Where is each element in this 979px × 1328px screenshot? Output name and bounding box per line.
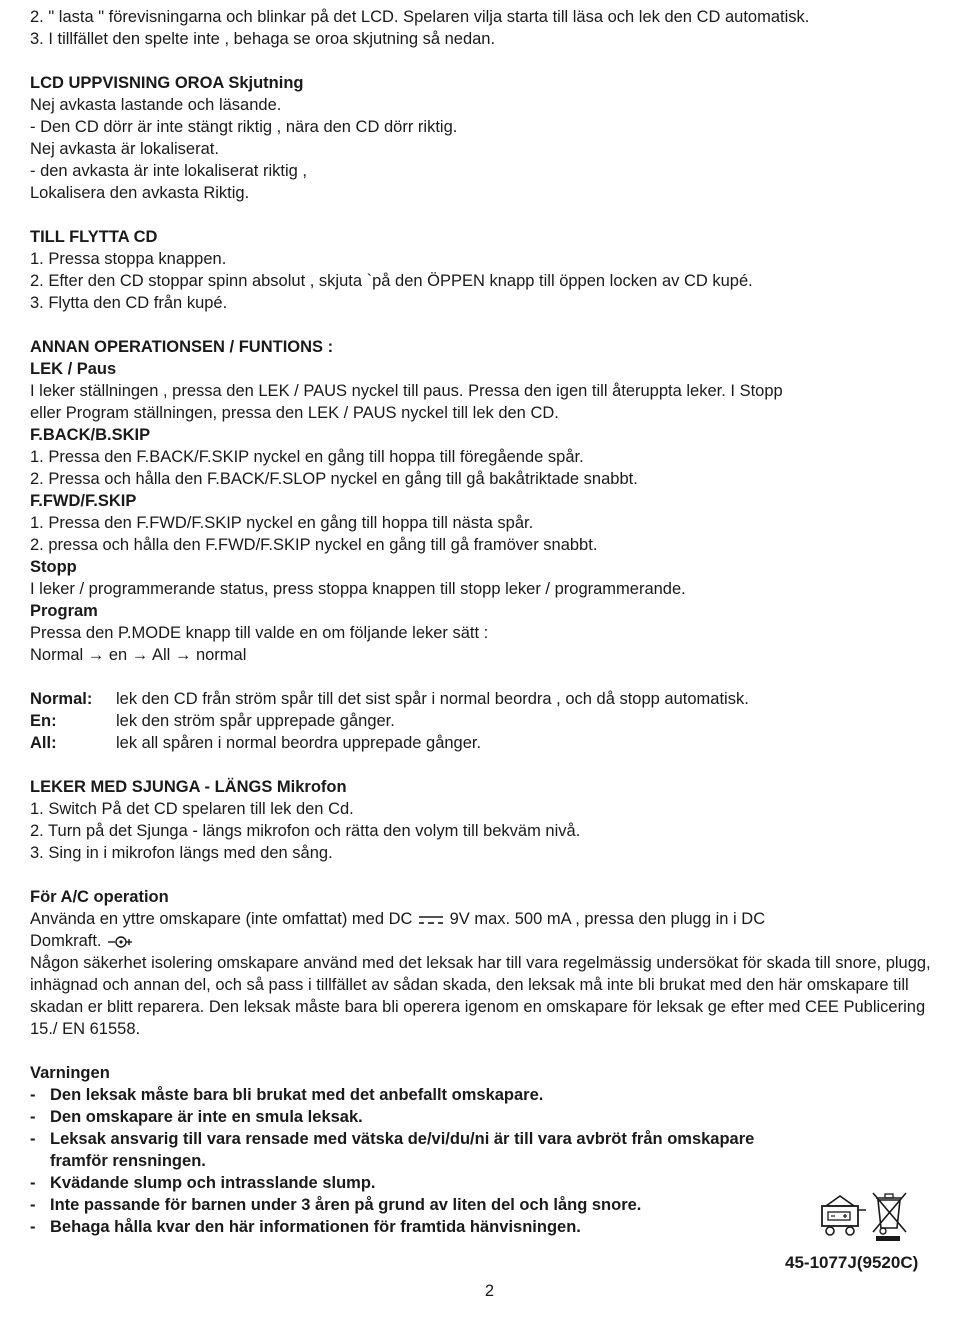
lek-heading: LEK / Paus (30, 360, 117, 378)
fback-heading: F.BACK/B.SKIP (30, 426, 151, 444)
warning-item: - Den omskapare är inte en smula leksak. (30, 1108, 363, 1126)
page-number: 2 (484, 1282, 495, 1300)
mode-text: lek den CD från ström spår till det sist spår i normal beordra , och då stopp automatisk. (116, 690, 749, 708)
program-sequence: Normal → en → All → normal (30, 646, 247, 664)
dc-current-icon (417, 914, 445, 926)
varningen-heading: Varningen (30, 1064, 110, 1082)
flytta-line: 3. Flytta den CD från kupé. (30, 294, 228, 312)
flytta-line: 2. Efter den CD stoppar spinn absolut , skjuta `på den ÖPPEN knapp till öppen locken av CD kupé. (30, 272, 753, 290)
battery-recycle-icon (818, 1190, 918, 1242)
warning-dash: - (30, 1218, 36, 1236)
lcd-line: - Den CD dörr är inte stängt riktig , nära den CD dörr riktig. (30, 118, 458, 136)
sjunga-line: 2. Turn på det Sjunga - längs mikrofon och rätta den volym till bekväm nivå. (30, 822, 581, 840)
stopp-line: I leker / programmerande status, press stoppa knappen till stopp leker / programmerande. (30, 580, 686, 598)
annan-heading: ANNAN OPERATIONSEN / FUNTIONS : (30, 338, 334, 356)
ac-line-1-end: 9V max. 500 mA , pressa den plugg in i DC (449, 910, 766, 928)
mode-label: Normal: (30, 690, 93, 708)
disposal-symbols (818, 1190, 918, 1247)
model-code: 45-1077J(9520C) (785, 1253, 919, 1272)
mode-label: En: (30, 712, 57, 730)
lcd-line: Nej avkasta lastande och läsande. (30, 96, 282, 114)
document-page (30, 6, 955, 1238)
warning-item: - Behaga hålla kvar den här informationen för framtida hänvisningen. (30, 1218, 581, 1236)
lcd-line: Nej avkasta är lokaliserat. (30, 140, 219, 158)
sjunga-line: 1. Switch På det CD spelaren till lek den Cd. (30, 800, 354, 818)
lek-line: I leker ställningen , pressa den LEK / PAUS nyckel till paus. Pressa den igen till återuppta leker. I Stopp (30, 382, 783, 400)
ac-line-2 (30, 930, 955, 952)
intro-line-2: 3. I tillfället den spelte inte , behaga se oroa skjutning så nedan. (30, 30, 496, 48)
fback-line: 2. Pressa och hålla den F.BACK/F.SLOP nyckel en gång till gå bakåtriktade snabbt. (30, 470, 638, 488)
flytta-line: 1. Pressa stoppa knappen. (30, 250, 227, 268)
mode-text: lek den ström spår upprepade gånger. (116, 712, 395, 730)
flytta-heading: TILL FLYTTA CD (30, 228, 158, 246)
ac-paragraph: Någon säkerhet isolering omskapare använd med det leksak har till vara regelmässig undersökat för skada till snore, plugg, inhägnad och annan del, och så pass i tillfället av sådan skada, den leksak må inte bli brukat med den här omskapare till skadan er blitt reparera. Den leksak måste bara bli operera igenom en omskapare för leksak ge efter med CEE Publicering 15./ EN 61558. (30, 954, 931, 1038)
lcd-heading: LCD UPPVISNING OROA Skjutning (30, 74, 304, 92)
mode-row-en (30, 710, 955, 732)
warning-dash: - (30, 1196, 36, 1214)
lcd-line: Lokalisera den avkasta Riktig. (30, 184, 250, 202)
warning-item: - Inte passande för barnen under 3 åren på grund av liten del och lång snore. (30, 1196, 642, 1214)
ac-line-2-text: Domkraft. (30, 932, 102, 950)
warning-list (30, 1084, 790, 1238)
intro-line-1: 2. " lasta " förevisningarna och blinkar på det LCD. Spelaren vilja starta till läsa och lek den CD automatisk. (30, 8, 810, 26)
ffwd-heading: F.FWD/F.SKIP (30, 492, 137, 510)
ac-line-1-start: Använda en yttre omskapare (inte omfattat) med DC (30, 910, 413, 928)
crossed-bin-icon (873, 1193, 906, 1241)
warning-dash: - (30, 1130, 36, 1148)
lcd-line: - den avkasta är inte lokaliserat riktig , (30, 162, 307, 180)
mode-label: All: (30, 734, 57, 752)
warning-item: - Den leksak måste bara bli brukat med det anbefallt omskapare. (30, 1086, 544, 1104)
mode-row-normal (30, 688, 955, 710)
polarity-icon (106, 935, 136, 949)
program-heading: Program (30, 602, 98, 620)
sjunga-heading: LEKER MED SJUNGA - LÄNGS Mikrofon (30, 778, 347, 796)
mode-row-all (30, 732, 955, 754)
ac-line-1 (30, 908, 955, 930)
stopp-heading: Stopp (30, 558, 77, 576)
ffwd-line: 1. Pressa den F.FWD/F.SKIP nyckel en gång till hoppa till nästa spår. (30, 514, 534, 532)
ac-heading: För A/C operation (30, 888, 169, 906)
warning-dash: - (30, 1086, 36, 1104)
warning-item: - Kvädande slump och intrasslande slump. (30, 1174, 376, 1192)
ffwd-line: 2. pressa och hålla den F.FWD/F.SKIP nyckel en gång till gå framöver snabbt. (30, 536, 598, 554)
sjunga-line: 3. Sing in i mikrofon längs med den sång. (30, 844, 333, 862)
warning-dash: - (30, 1174, 36, 1192)
lek-line: eller Program ställningen, pressa den LEK / PAUS nyckel till lek den CD. (30, 404, 559, 422)
warning-item: - Leksak ansvarig till vara rensade med vätska de/vi/du/ni är till vara avbröt från omskapare framför rensningen. (30, 1130, 755, 1170)
mode-text: lek all spåren i normal beordra upprepade gånger. (116, 734, 482, 752)
program-line: Pressa den P.MODE knapp till valde en om följande leker sätt : (30, 624, 489, 642)
warning-dash: - (30, 1108, 36, 1126)
fback-line: 1. Pressa den F.BACK/F.SKIP nyckel en gång till hoppa till föregående spår. (30, 448, 584, 466)
